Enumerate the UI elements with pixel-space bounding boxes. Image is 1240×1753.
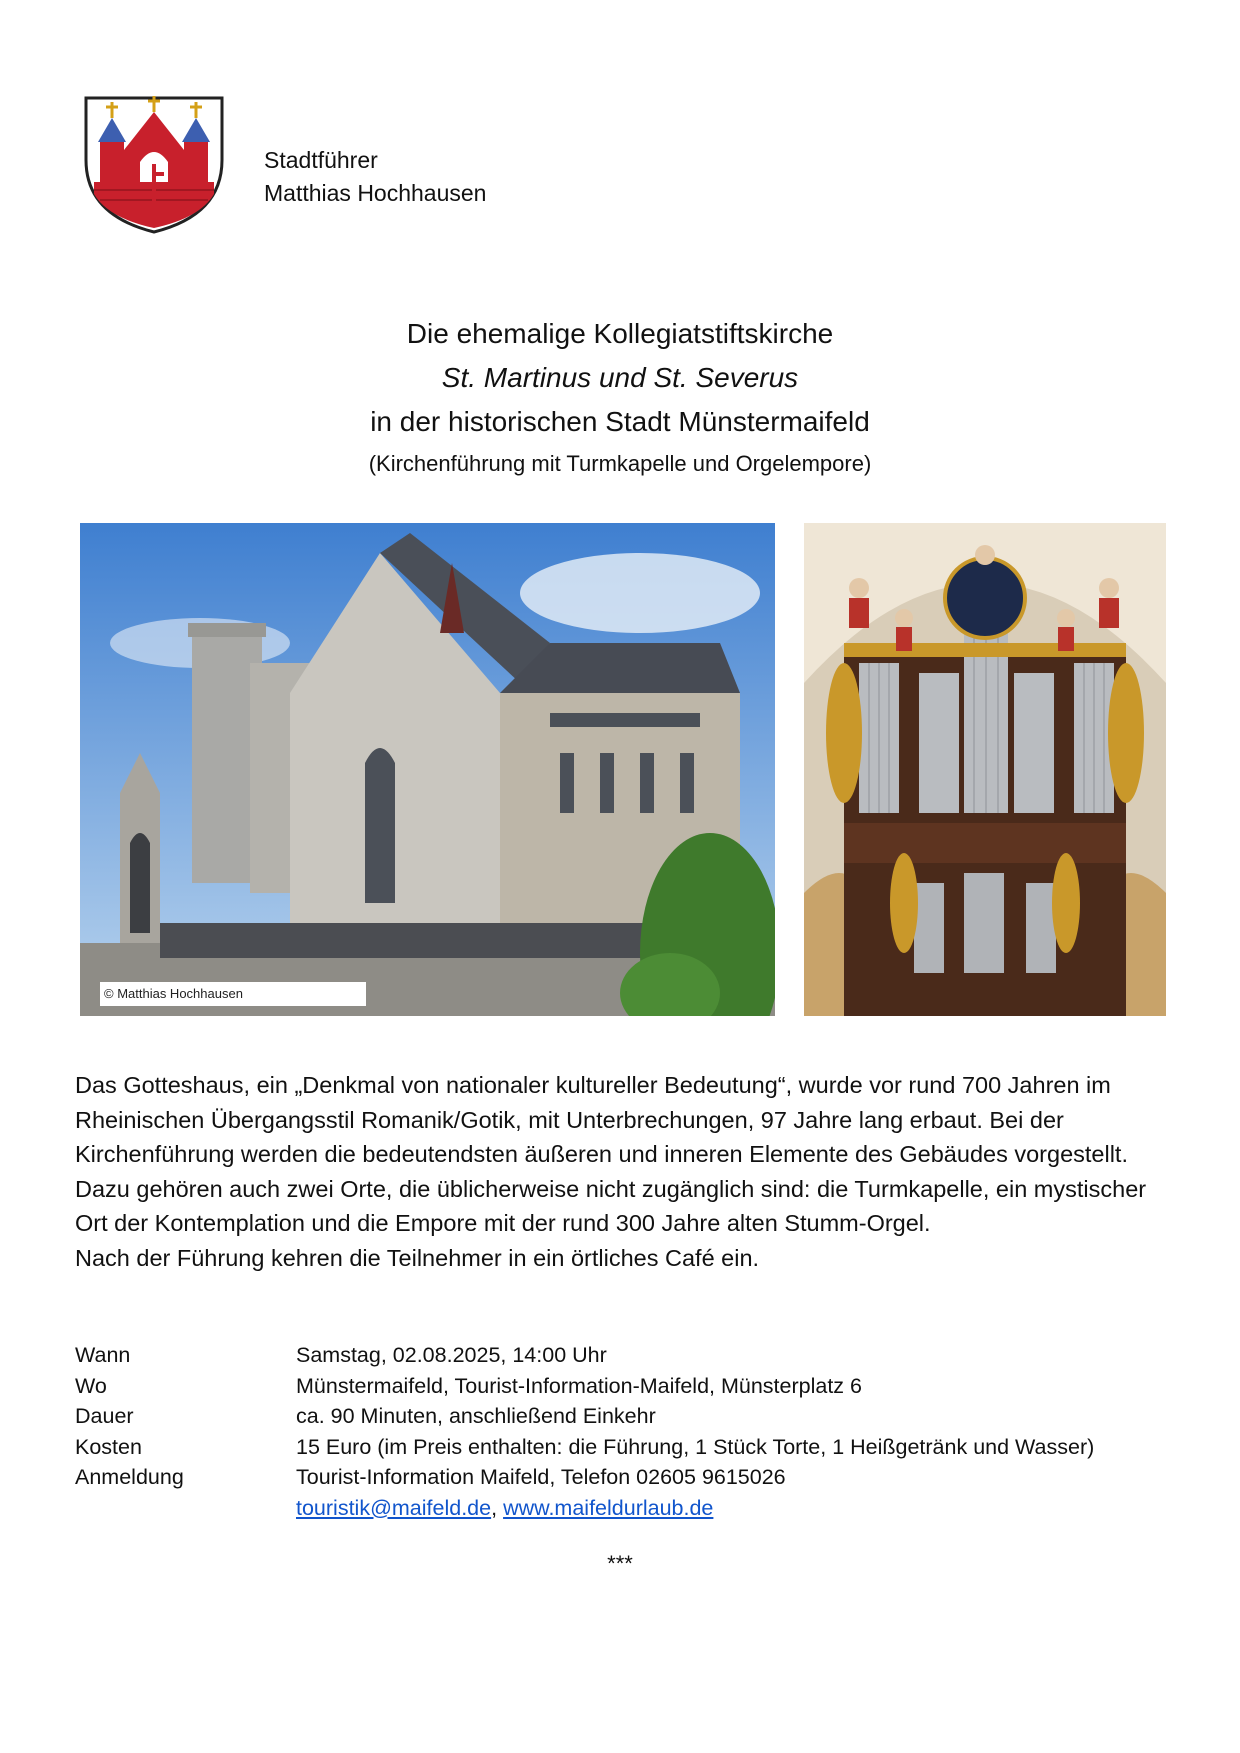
info-label: Dauer xyxy=(75,1404,134,1428)
info-row-when xyxy=(75,1340,1094,1371)
info-label-empty xyxy=(75,1493,296,1524)
info-row-cost xyxy=(75,1432,1094,1463)
info-value: ca. 90 Minuten, anschließend Einkehr xyxy=(296,1404,656,1428)
subtitle: (Kirchenführung mit Turmkapelle und Orgelempore) xyxy=(368,451,872,476)
info-value: 15 Euro (im Preis enthalten: die Führung, 1 Stück Torte, 1 Heißgetränk und Wasser) xyxy=(296,1434,1095,1459)
author-name: Matthias Hochhausen xyxy=(264,180,487,206)
info-label: Anmeldung xyxy=(75,1465,184,1489)
photo-copyright: © Matthias Hochhausen xyxy=(100,982,366,1006)
title-block xyxy=(0,312,1240,482)
info-value: Tourist-Information Maifeld, Telefon 02605 9615026 xyxy=(296,1465,786,1489)
end-stars: *** xyxy=(607,1551,633,1576)
organ-photo xyxy=(804,523,1166,1016)
info-label: Wann xyxy=(75,1343,131,1367)
info-row-duration xyxy=(75,1401,1094,1432)
info-row-where xyxy=(75,1371,1094,1402)
website-link[interactable]: www.maifeldurlaub.de xyxy=(503,1495,714,1520)
title-line-3: in der historischen Stadt Münstermaifeld xyxy=(370,406,870,437)
info-value-links xyxy=(296,1493,713,1524)
event-info-table xyxy=(75,1340,1094,1523)
title-line-2: St. Martinus und St. Severus xyxy=(441,362,799,393)
author-role: Stadtführer xyxy=(264,147,378,173)
description-paragraph-cafe: Nach der Führung kehren die Teilnehmer in ein örtliches Café ein. xyxy=(75,1244,760,1271)
church-photo xyxy=(80,523,775,1016)
email-link[interactable]: touristik@maifeld.de xyxy=(296,1495,492,1520)
coat-of-arms-logo xyxy=(80,90,228,235)
info-value: Münstermaifeld, Tourist-Information-Maifeld, Münsterplatz 6 xyxy=(296,1373,862,1398)
info-row-registration xyxy=(75,1462,1094,1493)
info-label: Wo xyxy=(75,1373,107,1398)
author-block xyxy=(264,144,486,210)
info-row-contact-links xyxy=(75,1493,1094,1524)
description xyxy=(75,1068,1175,1275)
link-separator: , xyxy=(491,1495,504,1520)
title-line-1: Die ehemalige Kollegiatstiftskirche xyxy=(406,318,834,349)
info-value: Samstag, 02.08.2025, 14:00 Uhr xyxy=(296,1343,607,1367)
info-label: Kosten xyxy=(75,1434,142,1459)
description-paragraph: Das Gotteshaus, ein „Denkmal von nationaler kultureller Bedeutung“, wurde vor rund 700 Jahren im Rheinischen Übergangsstil Romanik/Gotik, mit Unterbrechungen, 97 Jahre lang erbaut. Bei der Kirchenführung werden die bedeutendsten äußeren und inneren Elemente des Gebäudes vorgestellt. Dazu gehören auch zwei Orte, die üblicherweise nicht zugänglich sind: die Turmkapelle, ein mystischer Ort der Kontemplation und die Empore mit der rund 300 Jahre alten Stumm-Orgel. xyxy=(75,1072,1147,1236)
